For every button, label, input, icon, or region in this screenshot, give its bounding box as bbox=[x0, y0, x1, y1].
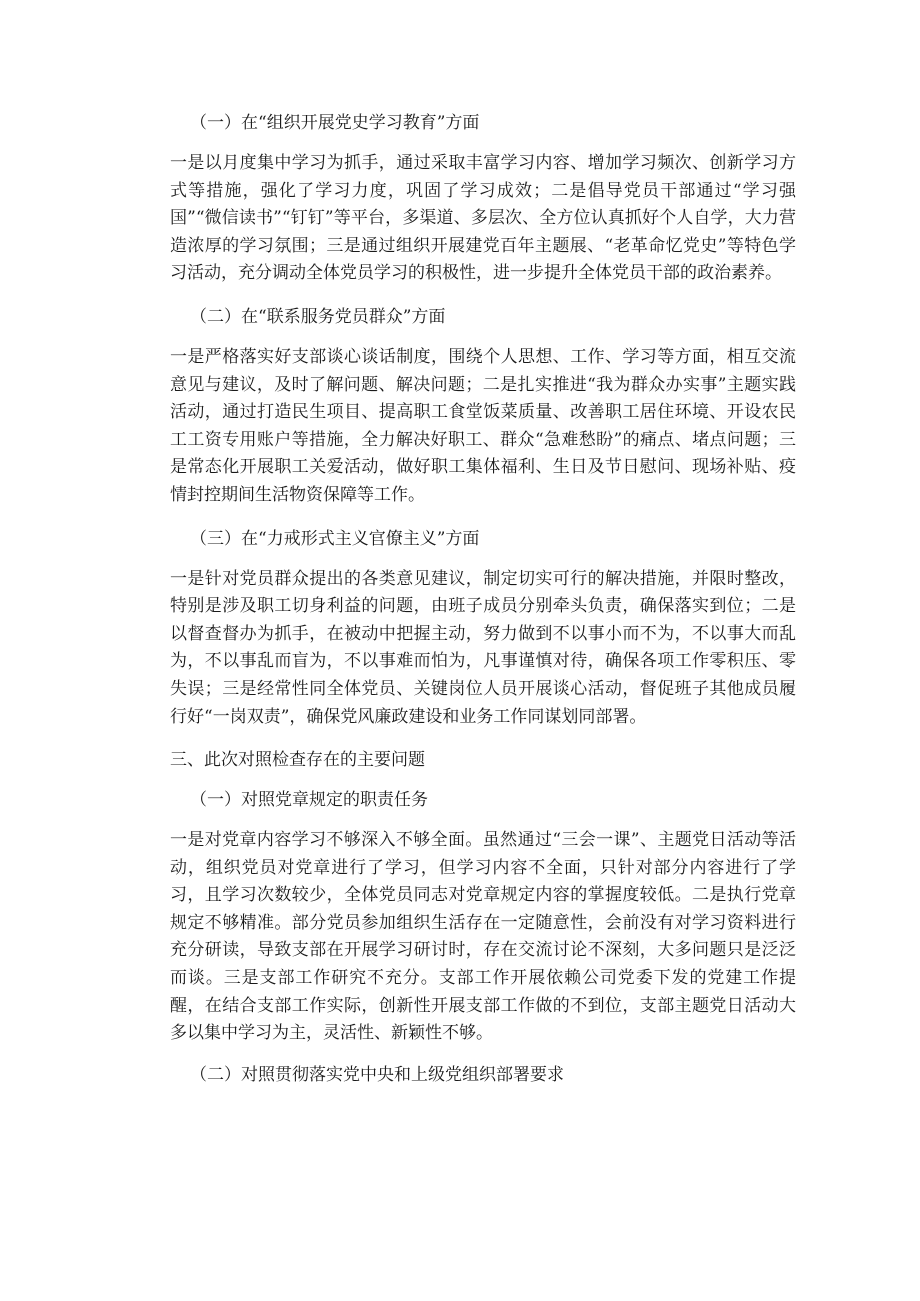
section-body-2: 一是严格落实好支部谈心谈话制度，围绕个人思想、工作、学习等方面，相互交流意见与建议，及时了解问题、解决问题；二是扎实推进“我为群众办实事”主题实践活动，通过打造民生项目、提高职工食堂饭菜质量、改善职工居住环境、开设农民工工资专用账户等措施，全力解决好职工、群众“急难愁盼”的痛点、堵点问题；三是常态化开展职工关爱活动，做好职工集体福利、生日及节日慰问、现场补贴、疫情封控期间生活物资保障等工作。 bbox=[170, 346, 796, 505]
document-page bbox=[170, 110, 796, 1088]
section-heading-1: （一）在“组织开展党史学习教育”方面 bbox=[190, 113, 480, 133]
problem-heading-2: （二）对照贯彻落实党中央和上级党组织部署要求 bbox=[190, 1064, 564, 1085]
section-heading-2: （二）在“联系服务党员群众”方面 bbox=[190, 306, 446, 327]
section-body-1: 一是以月度集中学习为抓手，通过采取丰富学习内容、增加学习频次、创新学习方式等措施，强化了学习力度，巩固了学习成效；二是倡导党员干部通过“学习强国”“微信读书”“钉钉”等平台，多渠道、多层次、全方位认真抓好个人自学，大力营造浓厚的学习氛围；三是通过组织开展建党百年主题展、“老革命忆党史”等特色学习活动，充分调动全体党员学习的积极性，进一步提升全体党员干部的政治素养。 bbox=[170, 153, 796, 284]
section-heading-3: （三）在“力戒形式主义官僚主义”方面 bbox=[190, 528, 480, 549]
part-three-heading: 三、此次对照检查存在的主要问题 bbox=[170, 750, 425, 771]
problem-body-1: 一是对党章内容学习不够深入不够全面。虽然通过“三会一课”、主题党日活动等活动，组织党员对党章进行了学习，但学习内容不全面，只针对部分内容进行了学习，且学习次数较少，全体党员同志对党章规定内容的掌握度较低。二是执行党章规定不够精准。部分党员参加组织生活存在一定随意性，会前没有对学习资料进行充分研读，导致支部在开展学习研讨时，存在交流讨论不深刻，大多问题只是泛泛而谈。三是支部工作研究不充分。支部工作开展依赖公司党委下发的党建工作提醒，在结合支部工作实际，创新性开展支部工作做的不到位，支部主题党日活动大多以集中学习为主，灵活性、新颖性不够。 bbox=[170, 830, 796, 1044]
section-body-3: 一是针对党员群众提出的各类意见建议，制定切实可行的解决措施，并限时整改，特别是涉及职工切身利益的问题，由班子成员分别牵头负责，确保落实到位；二是以督查督办为抓手，在被动中把握主动，努力做到不以事小而不为，不以事大而乱为，不以事乱而盲为，不以事难而怕为，凡事谨慎对待，确保各项工作零积压、零失误；三是经常性同全体党员、关键岗位人员开展谈心活动，督促班子其他成员履行好“一岗双责”，确保党风廉政建设和业务工作同谋划同部署。 bbox=[170, 568, 796, 727]
problem-heading-1: （一）对照党章规定的职责任务 bbox=[190, 790, 428, 811]
